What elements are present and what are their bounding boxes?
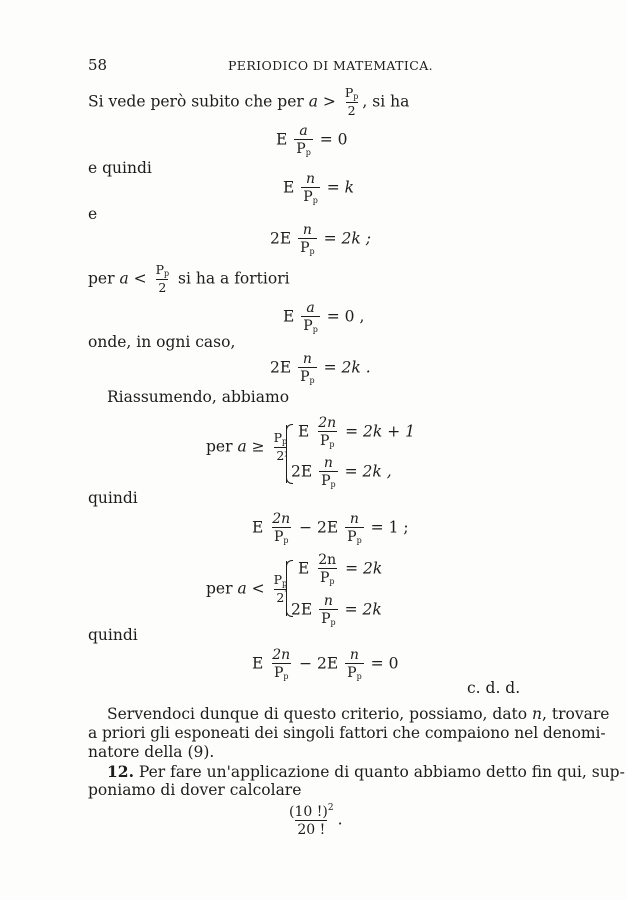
condition-a-lt-pp-half: per a < $\frac{P_p}{2}$ <box>206 572 288 605</box>
page-number: 58 <box>88 56 108 74</box>
formula-factorial-ratio: $\frac{(10 !)^2}{20 !}$ . <box>289 803 343 838</box>
running-title: PERIODICO DI MATEMATICA. <box>228 58 433 73</box>
paragraph-2-line-1: 12. Per fare un'applicazione di quanto abbiamo detto fin qui, sup- <box>107 762 625 781</box>
formula-2e-n-pp-2k-b: 2E $\frac{n}{P_p}$ = 2k <box>291 593 382 627</box>
text-cdd: c. d. d. <box>467 679 521 697</box>
text-quindi-1: quindi <box>88 489 138 507</box>
paragraph-1-line-2: a priori gli esponeati dei singoli fattori che compaiono nel denomi- <box>88 724 606 742</box>
condition-a-ge-pp-half: per a ≥ $\frac{P_p}{2}$ <box>206 430 288 463</box>
brace-left-2 <box>286 561 287 616</box>
brace-left <box>286 425 287 483</box>
formula-difference-one: E $\frac{2n}{P_p}$ − 2E $\frac{n}{P_p}$ = 1 ; <box>252 511 409 545</box>
text-e: e <box>88 205 98 223</box>
paragraph-2-line-2: poniamo di dover calcolare <box>88 781 302 799</box>
text-e-quindi: e quindi <box>88 159 152 177</box>
paragraph-1-line-3: natore della (9). <box>88 743 215 761</box>
formula-2e-n-pp-2k-comma: 2E $\frac{n}{P_p}$ = 2k , <box>291 455 392 489</box>
text-per-afortiori: per a < $\frac{P_p}{2}$ si ha a fortiori <box>88 262 290 295</box>
text-onde: onde, in ogni caso, <box>88 333 236 351</box>
text-riassumendo: Riassumendo, abbiamo <box>107 388 290 406</box>
formula-2e-n-pp-2k-dot: 2E $\frac{n}{P_p}$ = 2k . <box>270 351 371 385</box>
text-line-1: Si vede però subito che per a > $\frac{P_p}{2}$ , si ha <box>88 85 410 118</box>
formula-2e-n-pp-2k: 2E $\frac{n}{P_p}$ = 2k ; <box>270 222 371 256</box>
paragraph-1-line-1: Servendoci dunque di questo criterio, possiamo, dato n, trovare <box>107 705 610 723</box>
formula-e-n-pp-k: E $\frac{n}{P_p}$ = k <box>283 171 355 205</box>
formula-difference-zero: E $\frac{2n}{P_p}$ − 2E $\frac{n}{P_p}$ = 0 <box>252 647 399 681</box>
fraction-pp-2: $\frac{P_p}{2}$ <box>344 85 359 118</box>
formula-e-a-pp-zero: E $\frac{a}{P_p}$ = 0 <box>276 123 348 157</box>
section-number: 12. <box>107 762 134 781</box>
formula-e-2n-pp-2k1: E $\frac{2n}{P_p}$ = 2k + 1 <box>298 415 416 449</box>
formula-e-a-pp-zero-comma: E $\frac{a}{P_p}$ = 0 , <box>283 300 365 334</box>
formula-e-2n-pp-2k: E $\frac{2n}{P_p}$ = 2k <box>298 552 383 586</box>
text-quindi-2: quindi <box>88 626 138 644</box>
